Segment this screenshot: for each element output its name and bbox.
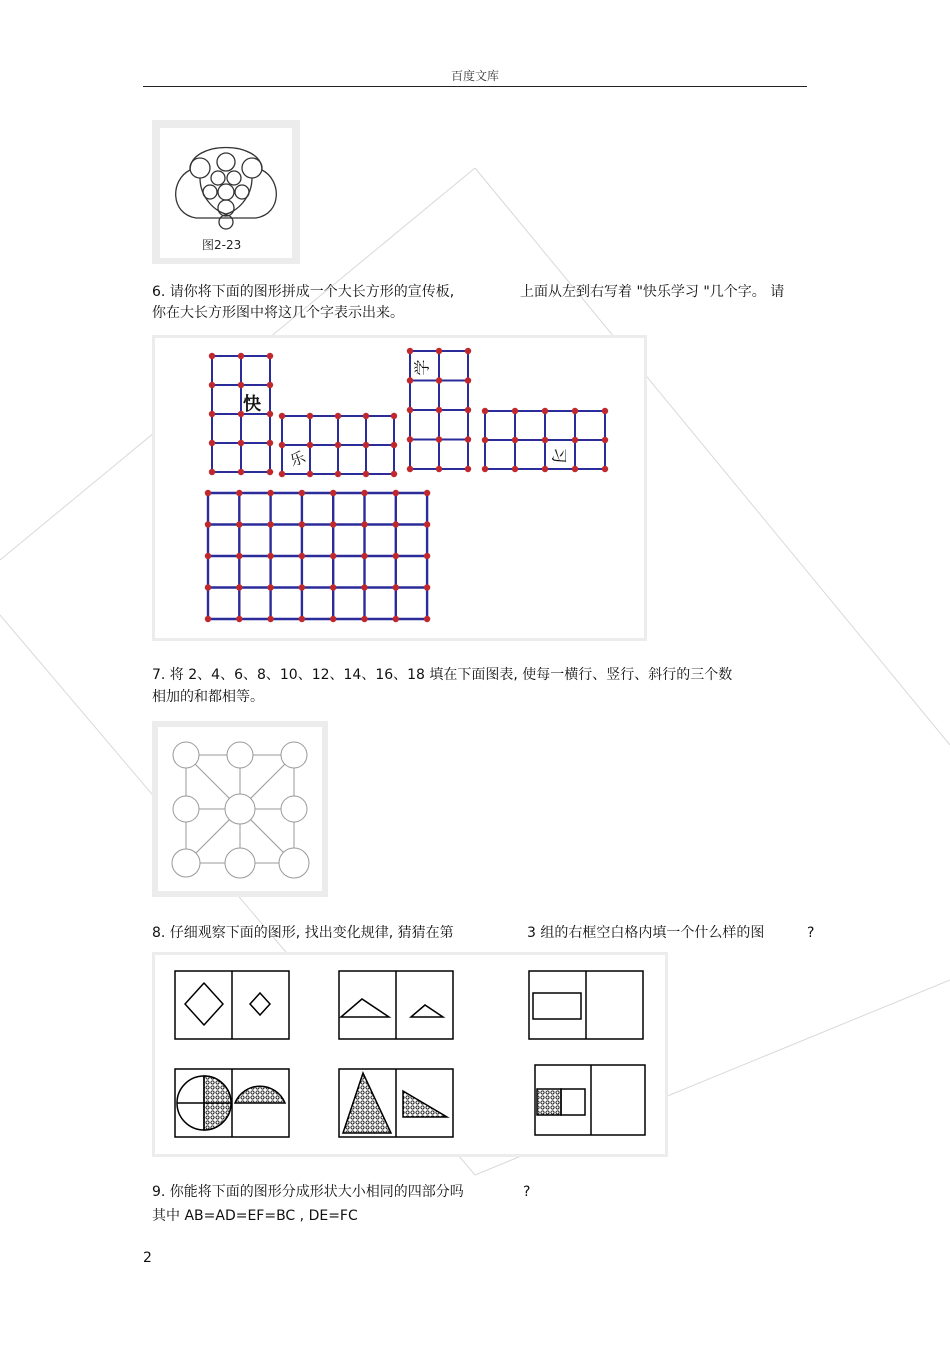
q8-line-b: 3 组的右框空白格内填一个什么样的图 bbox=[527, 925, 765, 941]
char-kuai: 快 bbox=[243, 394, 261, 415]
header-title: 百度文库 bbox=[450, 69, 499, 83]
q8-line-c: ? bbox=[807, 925, 815, 941]
q8-line-a: 8. 仔细观察下面的图形, 找出变化规律, 猜猜在第 bbox=[152, 925, 454, 941]
figure-2-23-caption: 图2-23 bbox=[202, 238, 242, 252]
q6-grid-figure bbox=[152, 335, 647, 641]
figure-2-23 bbox=[152, 120, 300, 264]
q9-line1-b: ? bbox=[523, 1184, 531, 1200]
char-le: 乐 bbox=[287, 447, 308, 470]
piece-big-rectangle bbox=[205, 490, 430, 622]
q6-line1-a: 6. 请你将下面的图形拼成一个大长方形的宣传板, bbox=[152, 284, 455, 300]
q7-circle-figure bbox=[152, 721, 328, 897]
q9-line1-a: 9. 你能将下面的图形分成形状大小相同的四部分吗 bbox=[152, 1184, 464, 1200]
q7-line2: 相加的和都相等。 bbox=[152, 689, 264, 705]
q7-circle-drawing bbox=[158, 727, 322, 891]
char-xi: 习 bbox=[549, 447, 569, 464]
page-number: 2 bbox=[143, 1250, 152, 1266]
piece-xi bbox=[482, 408, 608, 472]
q6-line1-b: 上面从左到右写着 "快乐学习 "几个字。 请 bbox=[520, 284, 785, 300]
q6-line2: 你在大长方形图中将这几个字表示出来。 bbox=[152, 305, 404, 321]
q9-line2: 其中 AB=AD=EF=BC , DE=FC bbox=[152, 1208, 358, 1224]
piece-kuai bbox=[209, 353, 273, 475]
q6-grid-drawing bbox=[155, 338, 644, 638]
q7-line1: 7. 将 2、4、6、8、10、12、14、16、18 填在下面图表, 使每一横行、竖行、斜行的三个数 bbox=[152, 667, 733, 683]
q8-pattern-drawing bbox=[155, 955, 665, 1154]
char-xue: 学 bbox=[412, 359, 432, 376]
header-rule bbox=[143, 86, 807, 87]
q8-pattern-figure bbox=[152, 952, 668, 1157]
